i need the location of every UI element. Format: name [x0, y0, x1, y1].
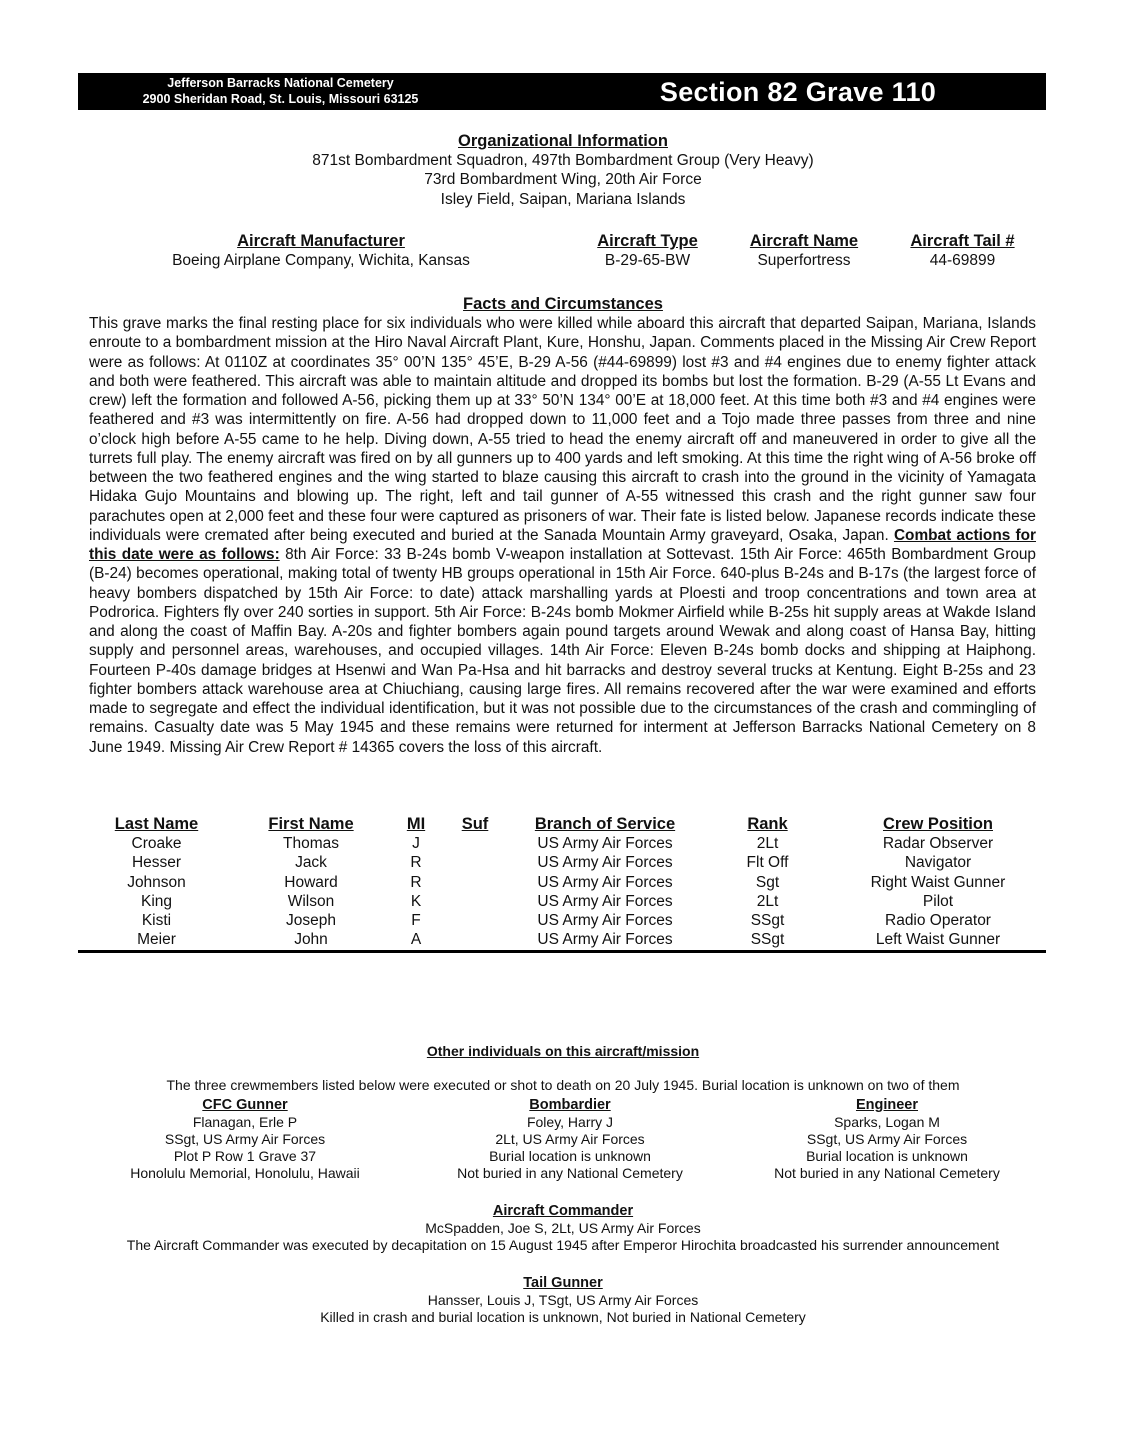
branch: US Army Air Forces [537, 931, 673, 949]
last-name: Johnson [127, 873, 186, 891]
aircraft-tail-label: Aircraft Tail # [910, 232, 1015, 250]
crew-position: Right Waist Gunner [870, 873, 1006, 891]
member-line: Burial location is unknown [806, 1148, 968, 1164]
member-line: Not buried in any National Cemetery [774, 1165, 1000, 1181]
crew-position: Pilot [922, 892, 954, 910]
middle-initial: J [412, 835, 420, 852]
middle-initial: K [410, 892, 422, 910]
member-line: SSgt, US Army Air Forces [806, 1131, 968, 1147]
facts-text-part1: This grave marks the final resting place for six individuals who were killed while aboard this aircraft that departed Saipan, Mariana, Islands enroute to a bombardment mission at the Hiro Naval Aircraft Plant, Kure, Honshu, Japan. Comments placed in the Missing Air Crew Report were as follows: At 0110Z at coordinates 35° 00’N 135° 45’E, B-29 A-56 (#44-69899) lost #3 and #4 engines due to enemy fighter attack and both were feathered. This aircraft was able to maintain altitude and dropped its bombs but lost the formation. B-29 (A-55 Lt Evans and crew) left the formation and followed A-56, picking them up at 33° 50’N 134° 00’E at 18,000 feet. At this time both #3 and #4 engines were feathered and #3 was intermittently on fire. A-56 had dropped down to 11,000 feet and a Tojo made three passes from three and nine o’clock high before A-55 came to he help. Diving down, A-55 tried to head the enemy aircraft off and maneuvered in order to give all the turrets full play. The enemy aircraft was fired on by all gunners up to 400 yards and left smoking. At this time the right wing of A-56 broke off between the two feathered engines and the wing started to blaze causing this aircraft to crash into the ground in the vicinity of Yamagata Hidaka Gujo Mountains and blowing up. The right, left and tail gunner of A-55 witnessed this crash and the right gunner saw four parachutes open at 2,000 feet and these four were captured as prisoners of war. Their fate is listed below. Japanese records indicate these individuals were cremated after being executed and buried at the Sanada Mountain Army graveyard, Osaka, Japan. [89, 315, 1036, 544]
tail-gunner-name: Hansser, Louis J, TSgt, US Army Air Forces [427, 1292, 699, 1308]
first-name: Thomas [283, 835, 339, 852]
facts-heading [80, 294, 1046, 314]
organizational-title: Organizational Information [458, 132, 668, 150]
rank: Flt Off [746, 854, 789, 872]
aircraft-manufacturer-block [140, 231, 502, 270]
commander-title: Aircraft Commander [492, 1203, 634, 1219]
aircraft-tail: 44-69899 [929, 252, 996, 269]
first-name: Joseph [286, 912, 336, 930]
suffix [445, 911, 505, 930]
tail-gunner-block [80, 1274, 1046, 1326]
last-name: King [140, 892, 173, 910]
aircraft-name-block [730, 231, 878, 270]
middle-initial: F [411, 912, 421, 930]
aircraft-manufacturer: Boeing Airplane Company, Wichita, Kansas [172, 252, 470, 269]
table-bottom-rule [78, 950, 1046, 953]
last-name: Croake [131, 835, 182, 852]
table-row [78, 834, 1046, 853]
last-name: Hesser [131, 854, 182, 872]
col-header-branch: Branch of Service [534, 815, 676, 833]
middle-initial: R [410, 873, 422, 891]
col-header-last-name: Last Name [114, 815, 199, 833]
col-header-crew-position: Crew Position [882, 815, 993, 833]
aircraft-tail-block [885, 231, 1040, 270]
middle-initial: A [410, 931, 422, 949]
table-row [78, 873, 1046, 892]
rank: 2Lt [756, 892, 779, 910]
aircraft-name-label: Aircraft Name [749, 232, 859, 250]
rank: Sgt [755, 873, 780, 891]
other-intro: The three crewmembers listed below were executed or shot to death on 20 July 1945. Burial location is unknown on two of them [166, 1077, 960, 1093]
branch: US Army Air Forces [537, 873, 673, 891]
aircraft-type-label: Aircraft Type [597, 232, 698, 250]
col-header-rank: Rank [747, 815, 788, 833]
organizational-section [80, 131, 1046, 209]
member-line: Burial location is unknown [489, 1148, 651, 1164]
aircraft-type: B-29-65-BW [604, 252, 691, 269]
member-line: Flanagan, Erle P [192, 1114, 298, 1130]
crew-table [78, 814, 1046, 950]
table-row [78, 930, 1046, 949]
combat-actions-label: Combat actions for this date were as follows: [89, 526, 1036, 563]
member-line: Honolulu Memorial, Honolulu, Hawaii [130, 1165, 360, 1181]
tail-gunner-note: Killed in crash and burial location is unknown, Not buried in National Cemetery [320, 1309, 806, 1325]
first-name: John [294, 931, 328, 949]
suffix [445, 930, 505, 949]
member-position: CFC Gunner [202, 1097, 288, 1113]
cemetery-info [78, 75, 483, 107]
cemetery-address: 2900 Sheridan Road, St. Louis, Missouri 63125 [142, 92, 419, 106]
org-line: Isley Field, Saipan, Mariana Islands [440, 190, 686, 208]
member-position: Bombardier [529, 1097, 611, 1113]
suffix [445, 853, 505, 872]
col-header-suf: Suf [461, 815, 489, 833]
aircraft-type-block [575, 231, 720, 270]
table-row [78, 911, 1046, 930]
member-line: Sparks, Logan M [834, 1114, 940, 1130]
cemetery-name: Jefferson Barracks National Cemetery [167, 76, 394, 90]
col-header-mi: MI [406, 815, 426, 833]
member-line: Not buried in any National Cemetery [457, 1165, 683, 1181]
commander-note: The Aircraft Commander was executed by decapitation on 15 August 1945 after Emperor Hirochita broadcasted his surrender announcement [126, 1237, 1000, 1253]
crew-position: Radio Operator [885, 912, 991, 930]
grave-location: Section 82 Grave 110 [659, 77, 937, 107]
facts-text-part2: 8th Air Force: 33 B-24s bomb V-weapon installation at Sottevast. 15th Air Force: 465th Bombardment Group (B-24) becomes operational, making total of twenty HB groups operational in 15th Air Force. 640-plus B-24s and B-17s (the largest force of heavy bombers dispatched by 15th Air Force: to date) attack marshalling yards at Ploesti and troop concentrations and town area at Podrorica. Fighters fly over 240 sorties in support. 5th Air Force: B-24s bomb Mokmer Airfield while B-25s hit supply areas at Wakde Island and along the coast of Maffin Bay. A-20s and fighter bombers again pound targets around Wewak and along coast of Hansa Bay, hitting supply and personnel areas, warehouses, and occupied villages. 14th Air Force: Eleven B-24s bomb docks and shipping at Haiphong. Fourteen P-40s damage bridges at Hsenwi and Wan Pa-Hsa and hit barracks and destroy several trucks at Kentung. Eight B-25s and 23 fighter bombers attack warehouse area at Chiuchiang, causing large fires. All remains recovered after the war were examined and efforts made to segregate and effect the individual identification, but it was not possible due to the circumstances of the crash and commingling of remains. Casualty date was 5 May 1945 and these remains were returned for interment at Jefferson Barracks National Cemetery on 8 June 1949. Missing Air Crew Report # 14365 covers the loss of this aircraft. [89, 546, 1036, 756]
last-name: Meier [137, 931, 176, 949]
suffix [445, 873, 505, 892]
member-line: SSgt, US Army Air Forces [164, 1131, 326, 1147]
commander-name: McSpadden, Joe S, 2Lt, US Army Air Forces [425, 1220, 701, 1236]
header-divider [483, 73, 485, 110]
other-member-cfc-gunner [100, 1096, 390, 1182]
aircraft-commander-block [80, 1202, 1046, 1254]
member-line: 2Lt, US Army Air Forces [495, 1131, 645, 1147]
crew-table-header [78, 814, 1046, 834]
rank: 2Lt [756, 835, 779, 852]
rank: SSgt [750, 912, 785, 930]
facts-paragraph [89, 314, 1036, 757]
middle-initial: R [410, 854, 422, 872]
org-line: 73rd Bombardment Wing, 20th Air Force [424, 171, 702, 189]
other-member-engineer [742, 1096, 1032, 1182]
branch: US Army Air Forces [537, 835, 673, 852]
crew-position: Navigator [904, 854, 972, 872]
member-line: Plot P Row 1 Grave 37 [173, 1148, 317, 1164]
member-line: Foley, Harry J [526, 1114, 614, 1130]
first-name: Jack [295, 854, 327, 872]
branch: US Army Air Forces [537, 912, 673, 930]
tail-gunner-title: Tail Gunner [523, 1275, 603, 1291]
col-header-first-name: First Name [268, 815, 354, 833]
crew-position: Left Waist Gunner [875, 931, 1001, 949]
org-line: 871st Bombardment Squadron, 497th Bombardment Group (Very Heavy) [312, 152, 814, 169]
suffix [445, 834, 505, 853]
crew-position: Radar Observer [882, 835, 994, 852]
branch: US Army Air Forces [537, 892, 673, 910]
header-bar [78, 73, 1046, 110]
member-position: Engineer [855, 1097, 919, 1113]
suffix [445, 892, 505, 911]
table-row [78, 853, 1046, 872]
branch: US Army Air Forces [537, 854, 673, 872]
last-name: Kisti [141, 912, 172, 930]
other-member-bombardier [425, 1096, 715, 1182]
first-name: Howard [284, 873, 338, 891]
facts-title: Facts and Circumstances [463, 295, 663, 313]
first-name: Wilson [287, 892, 335, 910]
aircraft-name: Superfortress [757, 252, 851, 269]
rank: SSgt [750, 931, 785, 949]
table-row [78, 892, 1046, 911]
aircraft-manufacturer-label: Aircraft Manufacturer [237, 232, 405, 250]
other-individuals-title: Other individuals on this aircraft/mission [426, 1043, 700, 1059]
